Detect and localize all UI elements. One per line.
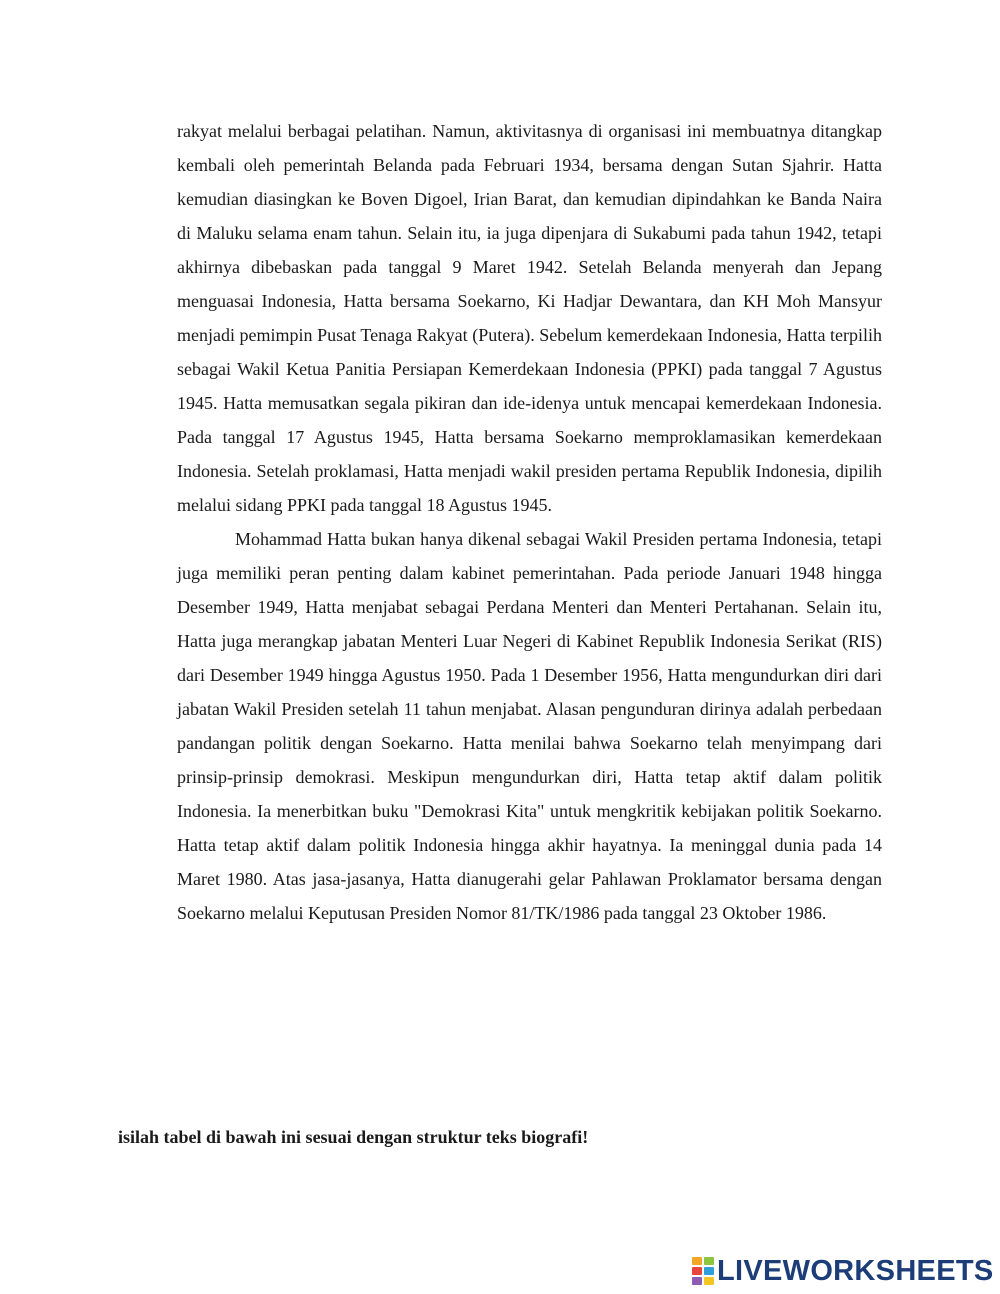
logo-tile (704, 1257, 714, 1265)
logo-tile (704, 1277, 714, 1285)
biography-text (177, 114, 882, 930)
logo-tile (692, 1277, 702, 1285)
liveworksheets-logo-icon (692, 1257, 714, 1285)
logo-tile (692, 1257, 702, 1265)
logo-tile (704, 1267, 714, 1275)
paragraph-1: rakyat melalui berbagai pelatihan. Namun, aktivitasnya di organisasi ini membuatnya ditangkap kembali oleh pemerintah Belanda pada Februari 1934, bersama dengan Sutan Sjahrir. Hatta kemudian diasingkan ke Boven Digoel, Irian Barat, dan kemudian dipindahkan ke Banda Naira di Maluku selama enam tahun. Selain itu, ia juga dipenjara di Sukabumi pada tahun 1942, tetapi akhirnya dibebaskan pada tanggal 9 Maret 1942. Setelah Belanda menyerah dan Jepang menguasai Indonesia, Hatta bersama Soekarno, Ki Hadjar Dewantara, dan KH Moh Mansyur menjadi pemimpin Pusat Tenaga Rakyat (Putera). Sebelum kemerdekaan Indonesia, Hatta terpilih sebagai Wakil Ketua Panitia Persiapan Kemerdekaan Indonesia (PPKI) pada tanggal 7 Agustus 1945. Hatta memusatkan segala pikiran dan ide-idenya untuk mencapai kemerdekaan Indonesia. Pada tanggal 17 Agustus 1945, Hatta bersama Soekarno memproklamasikan kemerdekaan Indonesia. Setelah proklamasi, Hatta menjadi wakil presiden pertama Republik Indonesia, dipilih melalui sidang PPKI pada tanggal 18 Agustus 1945. (177, 121, 882, 515)
logo-tile (692, 1267, 702, 1275)
liveworksheets-brand (692, 1253, 994, 1289)
table-instruction: isilah tabel di bawah ini sesuai dengan struktur teks biografi! (118, 1127, 589, 1147)
liveworksheets-logo-text: LIVEWORKSHEETS (717, 1254, 994, 1287)
paragraph-2: Mohammad Hatta bukan hanya dikenal sebagai Wakil Presiden pertama Indonesia, tetapi juga memiliki peran penting dalam kabinet pemerintahan. Pada periode Januari 1948 hingga Desember 1949, Hatta menjabat sebagai Perdana Menteri dan Menteri Pertahanan. Selain itu, Hatta juga merangkap jabatan Menteri Luar Negeri di Kabinet Republik Indonesia Serikat (RIS) dari Desember 1949 hingga Agustus 1950. Pada 1 Desember 1956, Hatta mengundurkan diri dari jabatan Wakil Presiden setelah 11 tahun menjabat. Alasan pengunduran dirinya adalah perbedaan pandangan politik dengan Soekarno. Hatta menilai bahwa Soekarno telah menyimpang dari prinsip-prinsip demokrasi. Meskipun mengundurkan diri, Hatta tetap aktif dalam politik Indonesia. Ia menerbitkan buku "Demokrasi Kita" untuk mengkritik kebijakan politik Soekarno. Hatta tetap aktif dalam politik Indonesia hingga akhir hayatnya. Ia meninggal dunia pada 14 Maret 1980. Atas jasa-jasanya, Hatta dianugerahi gelar Pahlawan Proklamator bersama dengan Soekarno melalui Keputusan Presiden Nomor 81/TK/1986 pada tanggal 23 Oktober 1986. (177, 529, 882, 923)
